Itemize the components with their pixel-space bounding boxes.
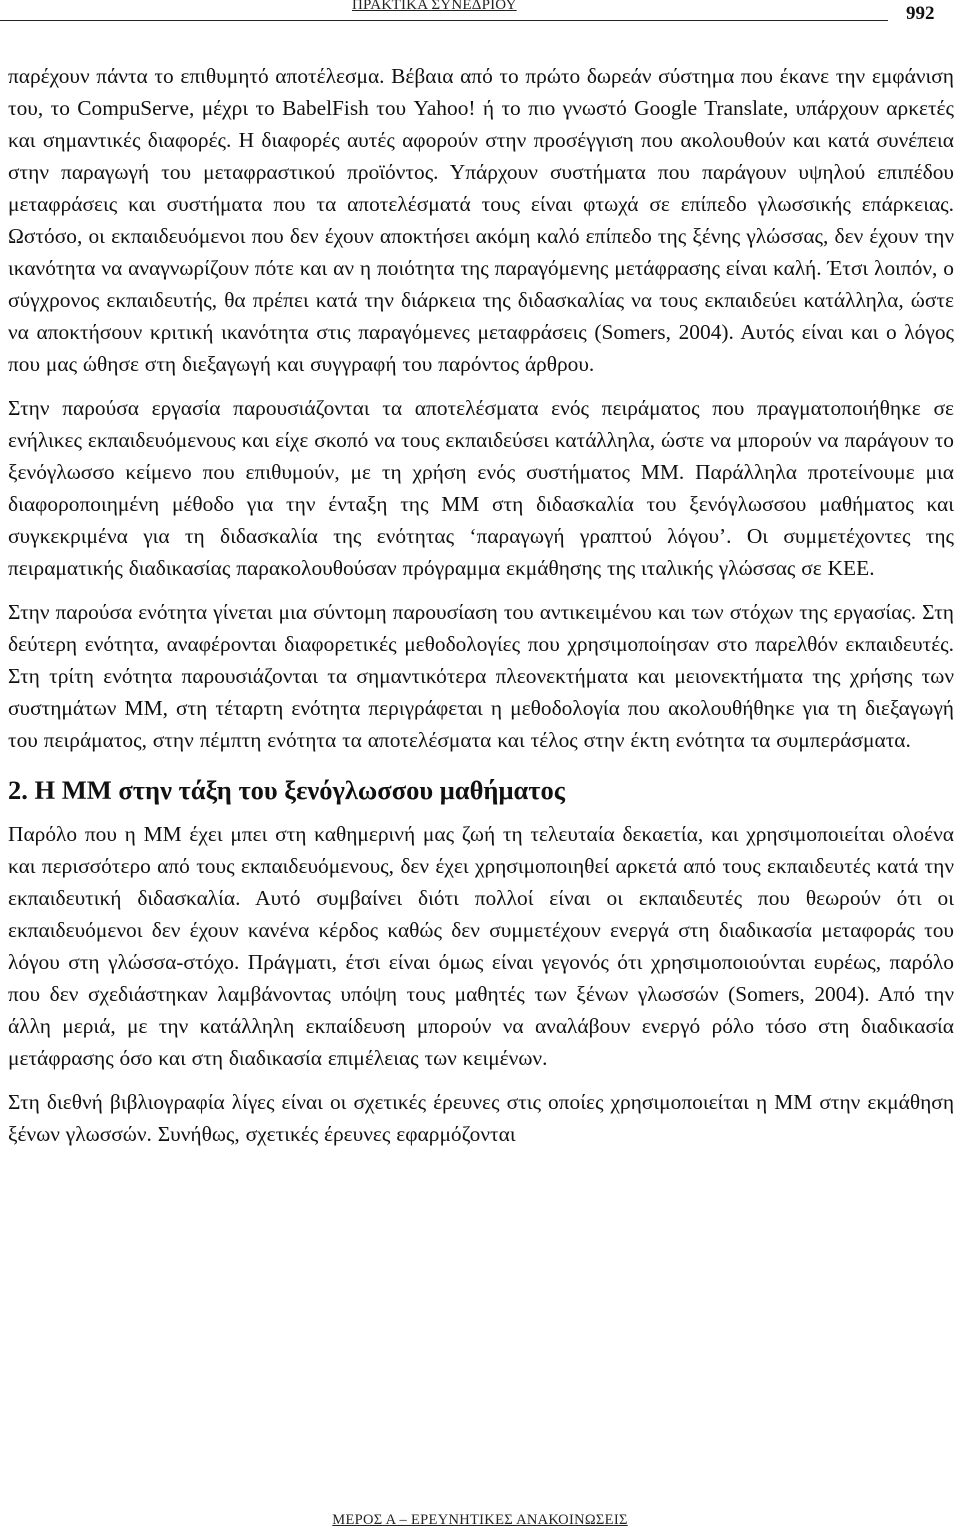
paragraph-2: Στην παρούσα εργασία παρουσιάζονται τα αποτελέσματα ενός πειράματος που πραγματοποιήθηκε σε ενήλικες εκπαιδευόμενους και είχε σκοπό να τους εκπαιδεύσει κατάλληλα, ώστε να μπορούν να παράγουν το ξενόγλωσσο κείμενο που επιθυμούν, με τη χρήση ενός συστήματος ΜΜ. Παράλληλα προτείνουμε μια διαφοροποιημένη μέθοδο για την ένταξη της ΜΜ στη διδασκαλία του ξενόγλωσσου μαθήματος και συγκεκριμένα για τη διδασκαλία της ενότητας ‘παραγωγή γραπτού λόγου’. Οι συμμετέχοντες της πειραματικής διαδικασίας παρακολουθούσαν πρόγραμμα εκμάθησης της ιταλικής γλώσσας σε ΚΕΕ. <box>8 396 954 580</box>
paragraph-3: Στην παρούσα ενότητα γίνεται μια σύντομη παρουσίαση του αντικειμένου και των στόχων της εργασίας. Στη δεύτερη ενότητα, αναφέρονται διαφορετικές μεθοδολογίες που χρησιμοποίησαν στο παρελθόν εκπαιδευτές. Στη τρίτη ενότητα παρουσιάζονται τα σημαντικότερα πλεονεκτήματα και μειονεκτήματα της χρήσης των συστημάτων ΜΜ, στη τέταρτη ενότητα περιγράφεται η μεθοδολογία που ακολουθήθηκε για τη διεξαγωγή του πειράματος, στην πέμπτη ενότητα τα αποτελέσματα και τέλος στην έκτη ενότητα τα συμπεράσματα. <box>8 600 954 752</box>
section-heading: 2. Η ΜΜ στην τάξη του ξενόγλωσσου μαθήματος <box>8 775 565 805</box>
section-paragraph-1: Παρόλο που η ΜΜ έχει μπει στη καθημερινή μας ζωή τη τελευταία δεκαετία, και χρησιμοποιείται ολοένα και περισσότερο από τους εκπαιδευόμενους, δεν έχει χρησιμοποιηθεί αρκετά από τους εκπαιδευτές κατά την εκπαιδευτική διδασκαλία. Αυτό συμβαίνει διότι πολλοί είναι οι εκπαιδευτές που θεωρούν ότι οι εκπαιδευόμενοι δεν έχουν κανένα κέρδος καθώς δεν συμμετέχουν ενεργά στη διαδικασία μεταφοράς του λόγου στη γλώσσα-στόχο. Πράγματι, έτσι είναι όμως είναι γεγονός ότι χρησιμοποιούνται ευρέως, παρόλο που δεν σχεδιάστηκαν λαμβάνοντας υπόψη τους μαθητές των ξένων γλωσσών (Somers, 2004). Από την άλλη μεριά, με την κατάλληλη εκπαίδευση μπορούν να αναλάβουν ενεργό ρόλο τόσο στη διαδικασία μετάφρασης όσο και στη διαδικασία επιμέλειας των κειμένων. <box>8 822 954 1070</box>
running-header-title: ΠΡΑΚΤΙΚΑ ΣΥΝΕΔΡΙΟΥ <box>352 0 517 13</box>
paragraph-1: παρέχουν πάντα το επιθυμητό αποτέλεσμα. Βέβαια από το πρώτο δωρεάν σύστημα που έκανε την εμφάνιση του, το CompuServe, μέχρι το BabelFish του Yahoo! ή το πιο γνωστό Google Translate, υπάρχουν αρκετές και σημαντικές διαφορές. Η διαφορές αυτές αφορούν στην προσέγγιση που ακολουθούν και κατά συνέπεια στην παραγωγή του μεταφραστικού προϊόντος. Υπάρχουν συστήματα που παράγουν υψηλού επιπέδου μεταφράσεις και συστήματα που τα αποτελέσματά τους είναι φτωχά σε επίπεδο γλωσσικής επάρκειας. Ωστόσο, οι εκπαιδευόμενοι που δεν έχουν αποκτήσει ακόμη καλό επίπεδο της ξένης γλώσσας, δεν έχουν την ικανότητα να αναγνωρίζουν πότε και αν η ποιότητα της παραγόμενης μετάφρασης είναι καλή. Έτσι λοιπόν, ο σύγχρονος εκπαιδευτής, θα πρέπει κατά την διάρκεια της διδασκαλίας να τους εκπαιδεύει κατάλληλα, ώστε να αποκτήσουν κριτική ικανότητα στις παραγόμενες μεταφράσεις (Somers, 2004). Αυτός είναι και ο λόγος που μας ώθησε στη διεξαγωγή και συγγραφή του παρόντος άρθρου. <box>8 64 954 376</box>
section-paragraph-2: Στη διεθνή βιβλιογραφία λίγες είναι οι σχετικές έρευνες στις οποίες χρησιμοποιείται η ΜΜ στην εκμάθηση ξένων γλωσσών. Συνήθως, σχετικές έρευνες εφαρμόζονται <box>8 1090 954 1146</box>
page-number: 992 <box>906 3 935 24</box>
running-footer <box>0 1512 960 1529</box>
running-footer-text: ΜΕΡΟΣ Α – ΕΡΕΥΝΗΤΙΚΕΣ ΑΝΑΚΟΙΝΩΣΕΙΣ <box>332 1512 628 1528</box>
main-content <box>8 60 954 1162</box>
running-header <box>0 0 888 21</box>
